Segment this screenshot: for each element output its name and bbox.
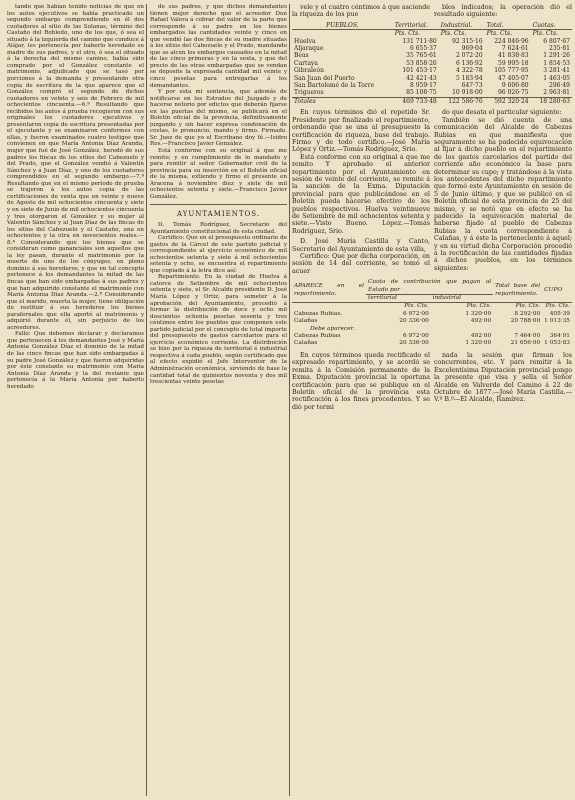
paragraph: nada la sesión que firman los concurrentes, etc. Y para remitir á la Excelentísima Diputación provincial pongo la presente que visa y sella el Señor Alcalde en Valverde del Camino á 22 de Octubre de 1877.—José María Castilla.—V.º B.º—El Alcalde, Ramírez. <box>434 351 572 404</box>
value-cell: 96 026·75 <box>498 89 529 97</box>
value-cell: 5 183·94 <box>455 74 483 82</box>
paragraph: Está conforme con su original á que me remito; y en cumplimiento de lo mandado y para remitir al señor Gobernador civil de la provincia para su inserción en el Boletín oficial de la misma, extiendo y firmo el presente en Aracena á noviembre diez y siete de mil ochocientos setenta y siete.—Francisco Javier González. <box>150 148 287 200</box>
value-cell: 10 918·00 <box>452 89 483 97</box>
paragraph: Certifico: Que por dicha corporación, en sesión de 14 del corriente, se tomó el acuer <box>292 253 430 275</box>
debe-aparecer-label: Debe aparecer. <box>310 325 355 332</box>
table-row <box>292 75 572 82</box>
value-cell: 296·49 <box>549 82 570 90</box>
value-cell: 8 959·17 <box>410 82 437 90</box>
paragraph: Fallo: Que debemos declarar y declaramos que pertenecen á los demandantes José y María Antonia González Díaz el dominio de la mitad de las cinco fincas que han sido embargadas á su padre José González y que fueron adquiridas por éste constante su matrimonio con María Antonia Díaz Aranda y la del restante que pertenecía á la María Antonia por haberlo heredado <box>7 331 144 390</box>
pueblo-name: Gibraleón <box>294 67 324 75</box>
value-cell: 20 336·00 <box>399 340 429 347</box>
value-cell: 1 320·00 <box>465 310 492 317</box>
column-divider <box>289 4 290 796</box>
unit-label: Pts. Cts. <box>404 303 429 310</box>
rectificacion-table <box>292 279 572 348</box>
paragraph: de sus padres, y que dichos demandantes tienen mejor derecho que el acreedor Don Rafael Valera á cobrar del valor de la parte que corresponde á su padre en los bienes embargados las cantidades veinte y cinco en que vendió las dos fincas de su madre situadas á los sitios del Cabezuelo y el Prado, mandando que se alcen los embargos causados en la mitad de las cinco primeras y en la sexta, y que del precio de las otras embargadas que se vendan se deposite la expresada cantidad mil veinte y cinco pesetas para entregarlas á los demandantes. <box>150 4 287 89</box>
value-cell: 20 788·00 <box>510 318 541 325</box>
value-cell: 4 322·78 <box>455 67 483 75</box>
value-cell: 1 463·05 <box>543 74 570 82</box>
table-row <box>292 38 572 45</box>
table-header: Cuotas. <box>531 22 572 30</box>
table-row <box>292 67 572 74</box>
value-cell: 1 053·83 <box>544 340 570 347</box>
value-cell: 969·04 <box>461 45 483 53</box>
value-cell: 1 013·35 <box>544 318 570 325</box>
value-cell: 3 281·41 <box>543 67 570 75</box>
total-cell: 592 320·24 <box>485 97 531 105</box>
total-row <box>292 97 572 105</box>
value-cell: 59 995·18 <box>498 59 529 67</box>
value-cell: 8 292·00 <box>514 310 541 317</box>
paragraph: do que desata el particular siguiente: <box>442 109 562 117</box>
table-row <box>292 318 572 325</box>
value-cell: 492·00 <box>470 318 492 325</box>
total-cell: 122 586·76 <box>439 97 485 105</box>
table-header: Total base del repartimiento. <box>493 279 542 303</box>
paragraph: D. Tomás Rodríguez, Secretario del Ayuntamiento constitucional de esta ciudad. <box>150 221 287 235</box>
unit-label: Pts. Cts. <box>466 303 492 310</box>
paragraph: Está conforme con su original á que me remito Y aprobado el anterior repartimiento por el Ayuntamiento en sesión de veinte del corriente, se remite á la sanción de la Exma. Diputación provincial para que publicándose en el Boletín pueda hacerse efectivo de los pueblos respectivos. Huelva veintinueve de Setiembre de mil ochocientos setenta y siete.—Visto Bueno. López.—Tomás Rodríguez, Srio. <box>292 153 430 235</box>
table-row <box>292 52 572 59</box>
paragraph: D. José María Castilla y Canto, Secretario del Ayuntamiento de esta villa, <box>292 238 430 253</box>
paragraph: blos indicados; la operación dió el resultado siguiente: <box>434 4 572 19</box>
value-cell: 92 315·16 <box>452 37 483 45</box>
unit-label: Pts. Cts. <box>486 30 512 38</box>
value-cell: 2 072·20 <box>455 52 483 60</box>
table-row <box>292 45 572 52</box>
paragraph: En cuyos términos queda rectificado el expresado repartimiento, y se acordó se remita á la Comisión permanente de la Exma. Diputación provincial la oportuna certificación para que se publique en el Boletín oficial de la provincia esta rectificación á los fines procedentes. Y se dió por termi <box>292 351 430 411</box>
value-cell: 53 858·26 <box>406 59 437 67</box>
value-cell: 1 320·00 <box>465 340 492 347</box>
value-cell: 6 136·92 <box>455 59 483 67</box>
table-row <box>292 311 572 318</box>
riqueza-table <box>292 22 572 105</box>
value-cell: 2 963·81 <box>543 89 570 97</box>
table-row <box>292 82 572 89</box>
value-cell: 364·91 <box>549 333 570 340</box>
value-cell: 1 854·53 <box>543 59 570 67</box>
table-header: Industrial. <box>439 22 485 30</box>
value-cell: 105 777·95 <box>494 67 529 75</box>
table-header: territorial <box>366 295 431 303</box>
table-header: Total. <box>485 22 531 30</box>
pueblo-name: Aljaraque <box>294 45 324 53</box>
table-header: Cuota de contribución que pagan al Estado por <box>368 279 492 293</box>
section-title: AYUNTAMIENTOS. <box>176 210 261 219</box>
value-cell: 6 807·67 <box>543 37 570 45</box>
value-cell: 47 405·07 <box>498 74 529 82</box>
value-cell: 6 972·00 <box>402 333 429 340</box>
column-3 <box>292 4 572 796</box>
unit-label: Pts. Cts. <box>545 303 570 310</box>
value-cell: 235·81 <box>549 45 570 53</box>
total-cell: 469 733·48 <box>393 97 439 105</box>
value-cell: 7 624·61 <box>501 45 529 53</box>
unit-label <box>292 303 366 311</box>
value-cell: 41 838·83 <box>498 52 529 60</box>
table-header: industrial <box>431 295 493 303</box>
section-rule <box>150 204 287 205</box>
value-cell: 6 972·00 <box>402 310 429 317</box>
table-header: Territorial. <box>393 22 439 30</box>
pueblo-name: Calañas <box>294 340 318 347</box>
value-cell: 7 464·00 <box>514 333 541 340</box>
paragraph: También se dió cuenta de una comunicación del Alcalde de Cabezas Rubias en que manifiesta que seguramente se ha padecido equivocación al fijar á dicho pueblo en el repartimiento de los gastos carcelarios del partido del corriente año económico la base para determinar su cupo; y tratándose á la vista los antecedentes del dicho repartimiento que formó este Ayuntamiento en sesión de 5 de Junio último, y que se publicó en el Boletín oficial de esta provincia de 25 del mismo, y se notó que en efecto se ha padecido la equivocación material de haberse fijado al pueblo de Cabezas Rubias la cuota correspondiente á Calañas, y á éste la perteneciente á aquel; y en su virtud dicha Corporación procedió á la rectificación de las cantidades fijadas á dichos pueblos, en los términos siguientes: <box>434 116 572 272</box>
paragraph: vele y el cuatro céntimos á que asciende la riqueza de los pue <box>292 4 430 19</box>
value-cell: 9 606·80 <box>501 82 529 90</box>
pueblo-name: Cabezas Rubias <box>294 333 341 340</box>
value-cell: 35 765·61 <box>406 52 437 60</box>
value-cell: 20 336·00 <box>399 318 429 325</box>
paragraph: Certifico: Que en el presupuesto ordinario de gastos de la Cárcel de este partido judicial y correspondiente al ejercicio económico de mil ochocientos setenta y siete á mil ochocientos setenta y ocho, se encuentra el repartimiento que copiado á la letra dice así: <box>150 235 287 274</box>
column-divider <box>146 4 147 796</box>
total-cell: 18 280·63 <box>531 97 572 105</box>
unit-label: Pts. Cts. <box>440 30 467 38</box>
total-label: Totales <box>292 97 393 105</box>
paragraph: Repartimiento. En la ciudad de Huelva á catorce de Setiembre de mil ochocientos setenta y siete, el Sr. Alcalde presidente D. José María López y Ortiz, para someter á la aprobación del Ayuntamiento, procedió á formar la distribución de doce y ocho mil doscientos ochenta pesetas sesenta y tres céntimos entre los pueblos que componen este partido judicial por el concepto de total importe del presupuesto de gastos carcelarios para el ejercicio económico corriente. La distribución se hizo por la riqueza de territorial é industrial respectiva á cada pueblo, según certificado que al efecto expidió el Jefe Interventor de la Administración económica, sirviendo de base la cantidad total de quinientos noventa y dos mil trescientas veinte pesetas <box>150 274 287 386</box>
value-cell: 492·00 <box>470 333 492 340</box>
value-cell: 21 656·00 <box>510 340 541 347</box>
paragraph: Y por esta mi sentencia, que además de notificarse en los Estrados del Juzgado y de hacerse notorio por edictos que deberán fijarse en las puertas del mismo, se publicará en el Boletín oficial de la provincia, definitivamente juzgando y sin hacer expresa condenación de costas, lo pronuncio, mando y firmo. Firmado. Sr. Juez de que yo el Escribano doy fé.—Isidro Ros.—Francisco Javier González. <box>150 89 287 148</box>
value-cell: 6 655·37 <box>410 45 437 53</box>
table-row <box>292 89 572 97</box>
table-header: CUPO <box>542 279 572 303</box>
value-cell: 101 453·17 <box>402 67 437 75</box>
value-cell: 131 711·80 <box>402 37 437 45</box>
paragraph: tando que habian tenido noticias de que en los autos ejecutivos se había practicado un segundo embargo comprendiendo en él dos cuotadores al sitio de las Solanas, término del Castaño del Robledo, uno de los que, ó sea el situado á la izquierda del camino que conduce á Alájar, les pertenecía por haberlo heredado su madre de sus padres, y el otro, ó sea el situado á la derecha del mismo camino, había sido comprado por el González constante el matrimonio, adjudicado que se tasó por porciones á la demanda y presentando otra copia de escritura de la que aparece que el González compró el segundo de dichos cuotadores en veinte y seis de Febrero de mil ochocientos cincuenta.—6.ª Resultando que recibidos los autos á prueba recogieron con sus originales los cuotadores ejecutivos y presentaron copia de escritura presentadas por el ejecutante y se examinaron conformes con ellas, y fueron examinados cuatro testigos que convienen en que María Antonia Díaz Aranda, mujer que fué de José González, heredó de sus padres los fincas de los sitios del Cabezuelo y del Prado, que el González vendió á Valentín Sánchez y á Juan Díaz, y uno de los cuotadores comprendidos en el segundo embargo.—7.ª Resultando que en el mismo período de prueba se trajeron á los autos copia de las certificaciones de venta que en veinte y nueve de Agosto de mil ochocientos cincuenta y siete y en siete de Junio de mil ochocientos cincuenta y tres otorgaron el González y su mujer al Valentín Sánchez y al Juan Díaz de las fincas de los sitios del Cabezuelo y el Castaño, una en ochocientos y la otra en novecientos reales.—8.ª Considerando que los bienes que se consideran como gananciales son aquellos que la ley pasan, durante el matrimonio por la muerte de uno de los cónyuges, en pleno dominio á sus herederos, y que en tal concepto pertenece á los demandantes la mitad de las fincas que han sido embargadas á sus padres y que han adquirido constante el matrimonio con María Antonia Díaz Aranda.—2.ª Considerando que el marido, muerta la mujer, tiene obligación de restituir á sus herederos los bienes parafernales que ella aportó al matrimonio y adquirió durante él, sin perjuicio de los acreedores. <box>7 4 144 331</box>
pueblo-name: Trigueros <box>294 89 324 97</box>
value-cell: 42 421·43 <box>406 74 437 82</box>
column-2 <box>150 4 287 796</box>
pueblo-name: Huelva <box>294 37 316 45</box>
table-header: PUEBLOS. <box>292 22 393 30</box>
value-cell: 647·73 <box>461 82 483 90</box>
unit-row <box>292 303 572 311</box>
pueblo-name: San Juan del Puerto <box>294 74 355 82</box>
table-header: APARECE en el repartimiento. <box>292 279 366 303</box>
unit-label: Pts. Cts. <box>394 30 421 38</box>
value-cell: 85 108·75 <box>406 89 437 97</box>
table-row <box>292 340 572 347</box>
pueblo-name: San Bartolomé de la Torre <box>294 82 375 90</box>
column-1 <box>7 4 144 796</box>
unit-label: Pts. Cts. <box>532 30 558 38</box>
value-cell: 224 046·96 <box>494 37 529 45</box>
pueblo-name: Cabezas Rubias. <box>294 310 343 317</box>
value-cell: 1 291·26 <box>543 52 570 60</box>
table-row <box>292 60 572 67</box>
unit-label: Pts. Cts. <box>515 303 541 310</box>
table-row <box>292 333 572 340</box>
pueblo-name: Beas <box>294 52 309 60</box>
paragraph: En cuyos términos dió el repetido Sr. Presidente por finalizado el repartimiento, ordenando que se una al presupuesto la certificación de riqueza, base del trabajo. Firmo y de todo certifico.—José María López y Ortiz.—Tomás Rodríguez, Srio. <box>292 109 430 154</box>
pueblo-name: Cartaya <box>294 59 318 67</box>
value-cell: 405·39 <box>549 310 570 317</box>
pueblo-name: Calañas <box>294 318 318 325</box>
